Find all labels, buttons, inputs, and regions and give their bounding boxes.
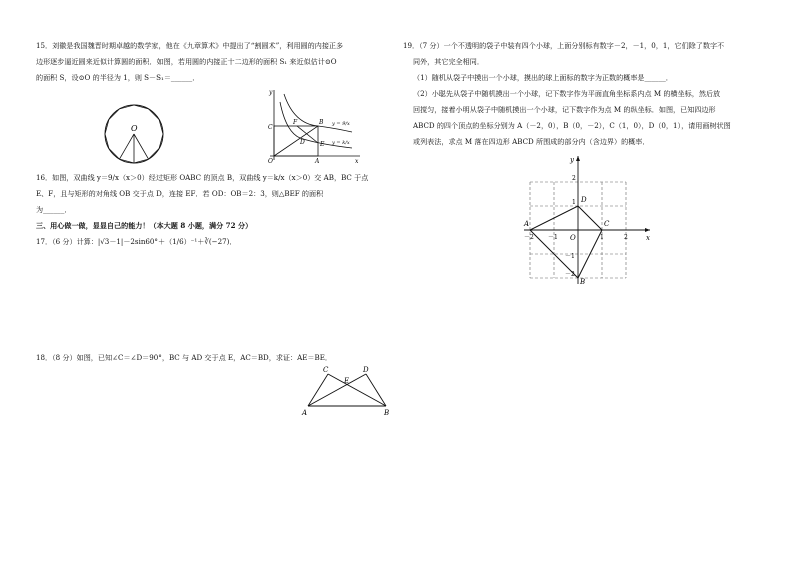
label-b: B <box>384 409 390 416</box>
q15-circle-figure <box>102 100 166 168</box>
tick-y-m1: －1 <box>565 253 575 260</box>
segment-ac <box>308 374 328 406</box>
q18-triangle-figure <box>300 364 394 416</box>
label-e: E <box>344 377 350 385</box>
question-19 <box>403 38 763 150</box>
left-column <box>36 38 394 86</box>
tick-x-m1: －1 <box>548 234 558 241</box>
point-d-label: D <box>300 139 305 146</box>
q18-text: 18．（8 分）如图，已知∠C＝∠D＝90°，BC 与 AD 交于点 E，AC＝BD，求证：AE＝BE． <box>36 353 332 362</box>
tick-x-m2: －2 <box>524 234 534 241</box>
x-arrow <box>645 228 650 232</box>
q15-line2: 边形逐步逼近圆来近似计算圆的面积．如图，若用圆的内接正十二边形的面积 S₁ 来近似估计⊙O <box>36 57 337 66</box>
q16-line3: 为______． <box>36 205 72 214</box>
tick-y-m2: －2 <box>565 271 575 278</box>
point-e-label: E <box>320 141 325 148</box>
q19-line4: （2）小聪先从袋子中随机摸出一个小球，记下数字作为平面直角坐标系内点 M 的横坐标，然后放 <box>413 89 721 98</box>
y-axis-label: y <box>570 156 574 164</box>
y-axis-label: y <box>269 89 273 96</box>
label-c: C <box>323 366 329 374</box>
point-a-label: A <box>524 220 530 228</box>
label-a: A <box>302 409 308 416</box>
tick-y-1: 1 <box>572 199 576 206</box>
q19-line6: ABCD 的四个顶点的坐标分别为 A（－2，0），B（0，－2），C（1，0），D（0，1），请用画树状图 <box>413 121 731 130</box>
q19-line1: 19．（7 分）一个不透明的袋子中装有四个小球，上面分别标有数字－2，－1，0，1，它们除了数字不 <box>403 41 725 50</box>
radius-3 <box>134 134 149 159</box>
point-c-label: C <box>268 124 273 131</box>
point-b-label: B <box>580 278 586 286</box>
q16-hyperbola-graph <box>262 86 362 166</box>
tick-y-2: 2 <box>572 175 576 182</box>
q16-line2: E、F，且与矩形的对角线 OB 交于点 D，连接 EF．若 OD：OB＝2：3，则△BEF 的面积 <box>36 189 324 198</box>
curve-2-label: y = k/x <box>332 140 350 146</box>
x-axis-label: x <box>646 234 650 242</box>
tick-x-2: 2 <box>624 234 628 241</box>
point-b-label: B <box>319 119 324 126</box>
segment-bd <box>366 374 386 406</box>
origin-label: O <box>268 158 273 165</box>
q19-line5: 回搅匀，接着小明从袋子中随机摸出一个小球，记下数字作为点 M 的纵坐标．如图，已知四边形 <box>413 105 716 114</box>
label-d: D <box>363 366 369 374</box>
quadrilateral-abcd <box>530 206 602 278</box>
q15-line1: 15．刘徽是我国魏晋时期卓越的数学家，他在《九章算术》中提出了“割圆术”，利用圆的内接正多 <box>36 41 344 50</box>
point-d-label: D <box>581 196 587 204</box>
y-arrow <box>576 156 580 161</box>
point-f-label: F <box>293 119 298 126</box>
tick-x-1: 1 <box>600 234 604 241</box>
left-column-lower <box>36 170 394 250</box>
point-a-label: A <box>315 158 320 165</box>
x-axis-label: x <box>355 158 359 165</box>
center-label: O <box>131 124 138 133</box>
origin-label: O <box>570 234 576 242</box>
question-15 <box>36 38 394 86</box>
section-3-heading: 三、用心做一做，显显自己的能力！（本大题 8 小题，满分 72 分） <box>36 221 253 230</box>
question-17: 17．（6 分）计算：|√3－1|－2sin60°＋（1/6）⁻¹＋∛(−27)． <box>36 237 237 246</box>
curve-1-label: y = 9/x <box>332 121 350 127</box>
q19-line7: 或列表法，求点 M 落在四边形 ABCD 所围成的部分内（含边界）的概率． <box>413 137 650 146</box>
q19-coordinate-grid <box>512 148 662 286</box>
question-16 <box>36 170 394 218</box>
q19-line3: （1）随机从袋子中摸出一个小球，摸出的球上面标的数字为正数的概率是______． <box>413 73 673 82</box>
q19-line2: 同外，其它完全相同． <box>413 57 484 66</box>
q15-line3: 的面积 S，设⊙O 的半径为 1，则 S－S₁＝______． <box>36 73 200 82</box>
radius-1 <box>120 134 135 159</box>
point-c-label: C <box>604 220 610 228</box>
q16-line1: 16．如图，双曲线 y＝9/x（x＞0）经过矩形 OABC 的顶点 B，双曲线 y＝k/x（x＞0）交 AB，BC 于点 <box>36 173 369 182</box>
